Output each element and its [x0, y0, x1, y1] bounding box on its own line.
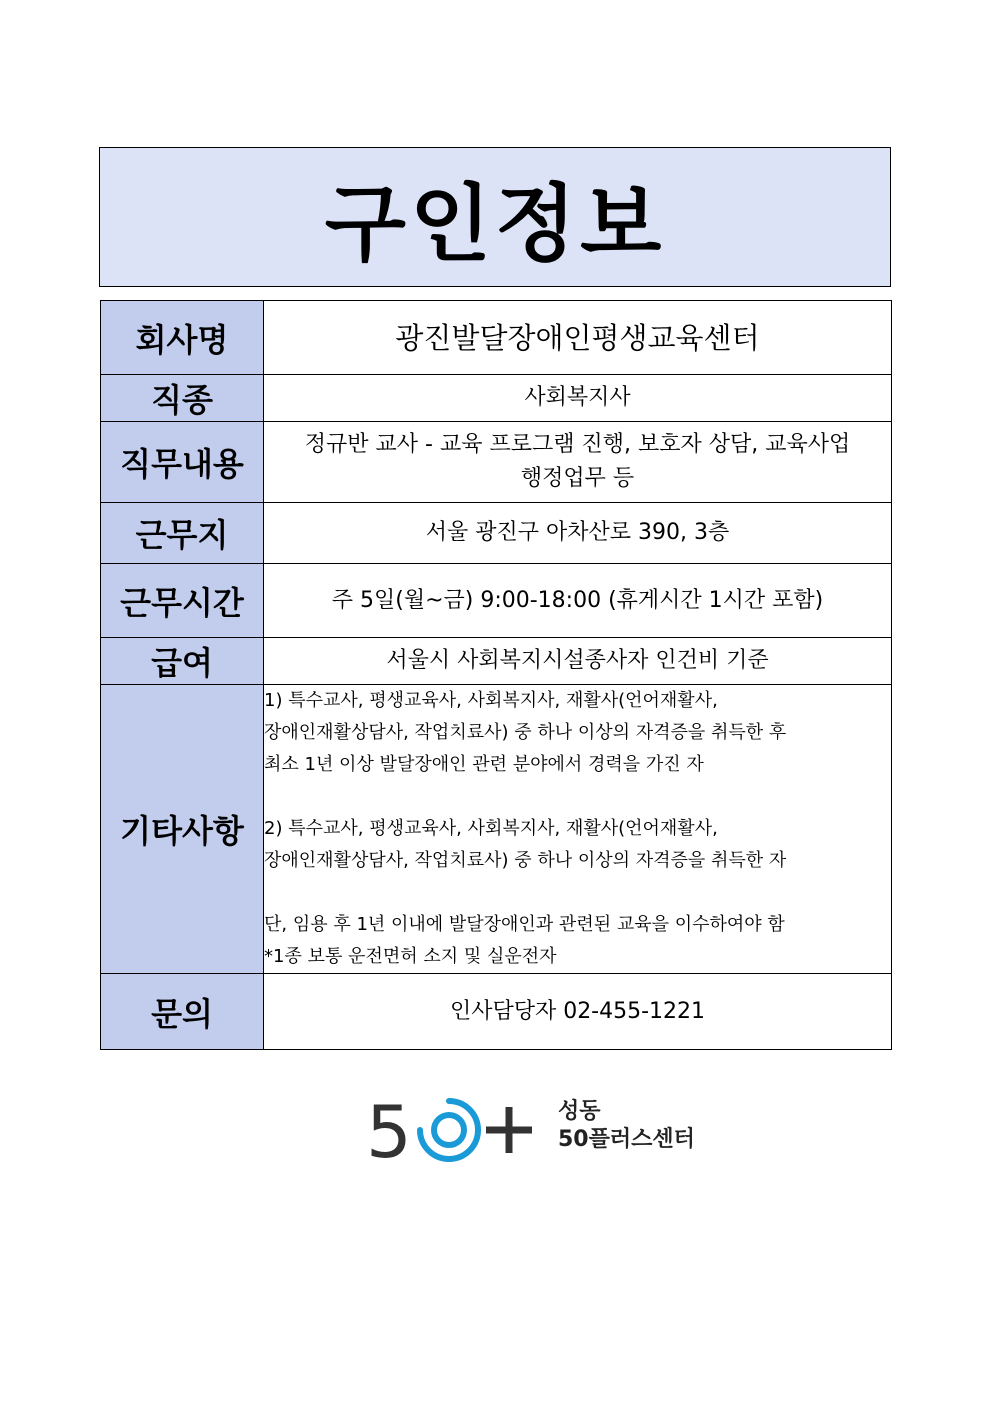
logo-text-line-1: 성동 — [558, 1099, 601, 1124]
row-location — [101, 503, 892, 564]
notes-spacer — [264, 781, 891, 813]
row-notes — [101, 685, 892, 974]
row-duties — [101, 422, 892, 503]
value-contact: 인사담당자 02-455-1221 — [264, 974, 892, 1050]
notes-line-6: 단, 임용 후 1년 이내에 발달장애인과 관련된 교육을 이수하여야 함 — [264, 914, 785, 935]
job-info-table — [100, 300, 892, 1050]
logo-text-line-2: 50플러스센터 — [558, 1127, 695, 1152]
value-notes — [264, 685, 892, 974]
duties-line-2: 행정업무 등 — [520, 466, 635, 491]
notes-line-4: 2) 특수교사, 평생교육사, 사회복지사, 재활사(언어재활사, — [264, 818, 718, 839]
label-duties: 직무내용 — [101, 422, 264, 503]
title-box — [99, 147, 891, 287]
logo-ring-icon — [420, 1101, 478, 1159]
notes-line-3: 최소 1년 이상 발달장애인 관련 분야에서 경력을 가진 자 — [264, 754, 704, 775]
label-location: 근무지 — [101, 503, 264, 564]
value-duties — [264, 422, 892, 503]
logo-text — [558, 1098, 695, 1154]
row-company — [101, 301, 892, 375]
logo-plus-icon — [486, 1107, 532, 1153]
label-salary: 급여 — [101, 638, 264, 685]
row-job-type — [101, 375, 892, 422]
row-hours — [101, 564, 892, 638]
notes-spacer — [264, 877, 891, 909]
value-job-type: 사회복지사 — [264, 375, 892, 422]
page-title: 구인정보 — [324, 174, 666, 273]
row-salary — [101, 638, 892, 685]
label-contact: 문의 — [101, 974, 264, 1050]
label-job-type: 직종 — [101, 375, 264, 422]
logo-five: 5 — [366, 1095, 412, 1165]
notes-line-1: 1) 특수교사, 평생교육사, 사회복지사, 재활사(언어재활사, — [264, 690, 718, 711]
notes-line-2: 장애인재활상담사, 작업치료사) 중 하나 이상의 자격증을 취득한 후 — [264, 722, 787, 743]
value-company: 광진발달장애인평생교육센터 — [264, 301, 892, 375]
label-notes: 기타사항 — [101, 685, 264, 974]
notes-line-7: *1종 보통 운전면허 소지 및 실운전자 — [264, 946, 557, 967]
notes-line-5: 장애인재활상담사, 작업치료사) 중 하나 이상의 자격증을 취득한 자 — [264, 850, 787, 871]
row-contact — [101, 974, 892, 1050]
value-hours: 주 5일(월~금) 9:00-18:00 (휴게시간 1시간 포함) — [264, 564, 892, 638]
label-company: 회사명 — [101, 301, 264, 375]
duties-line-1: 정규반 교사 - 교육 프로그램 진행, 보호자 상담, 교육사업 — [304, 432, 851, 457]
value-location: 서울 광진구 아차산로 390, 3층 — [264, 503, 892, 564]
value-salary: 서울시 사회복지시설종사자 인건비 기준 — [264, 638, 892, 685]
label-hours: 근무시간 — [101, 564, 264, 638]
